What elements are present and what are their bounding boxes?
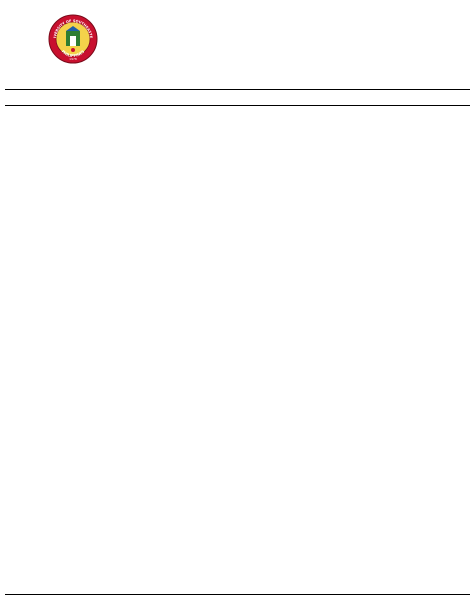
- footer-divider: [5, 594, 470, 595]
- table-header: [5, 89, 470, 106]
- col-lec-units: [231, 91, 245, 96]
- svg-text:1978: 1978: [69, 57, 77, 61]
- svg-text:PHILIPPINES: PHILIPPINES: [60, 49, 86, 59]
- university-seal-logo: [48, 14, 98, 64]
- col-lab-units: [250, 91, 264, 96]
- svg-text:UNIVERSITY OF SOUTHEASTERN: IVERSITY OF SOUTHEASTE: [53, 18, 94, 39]
